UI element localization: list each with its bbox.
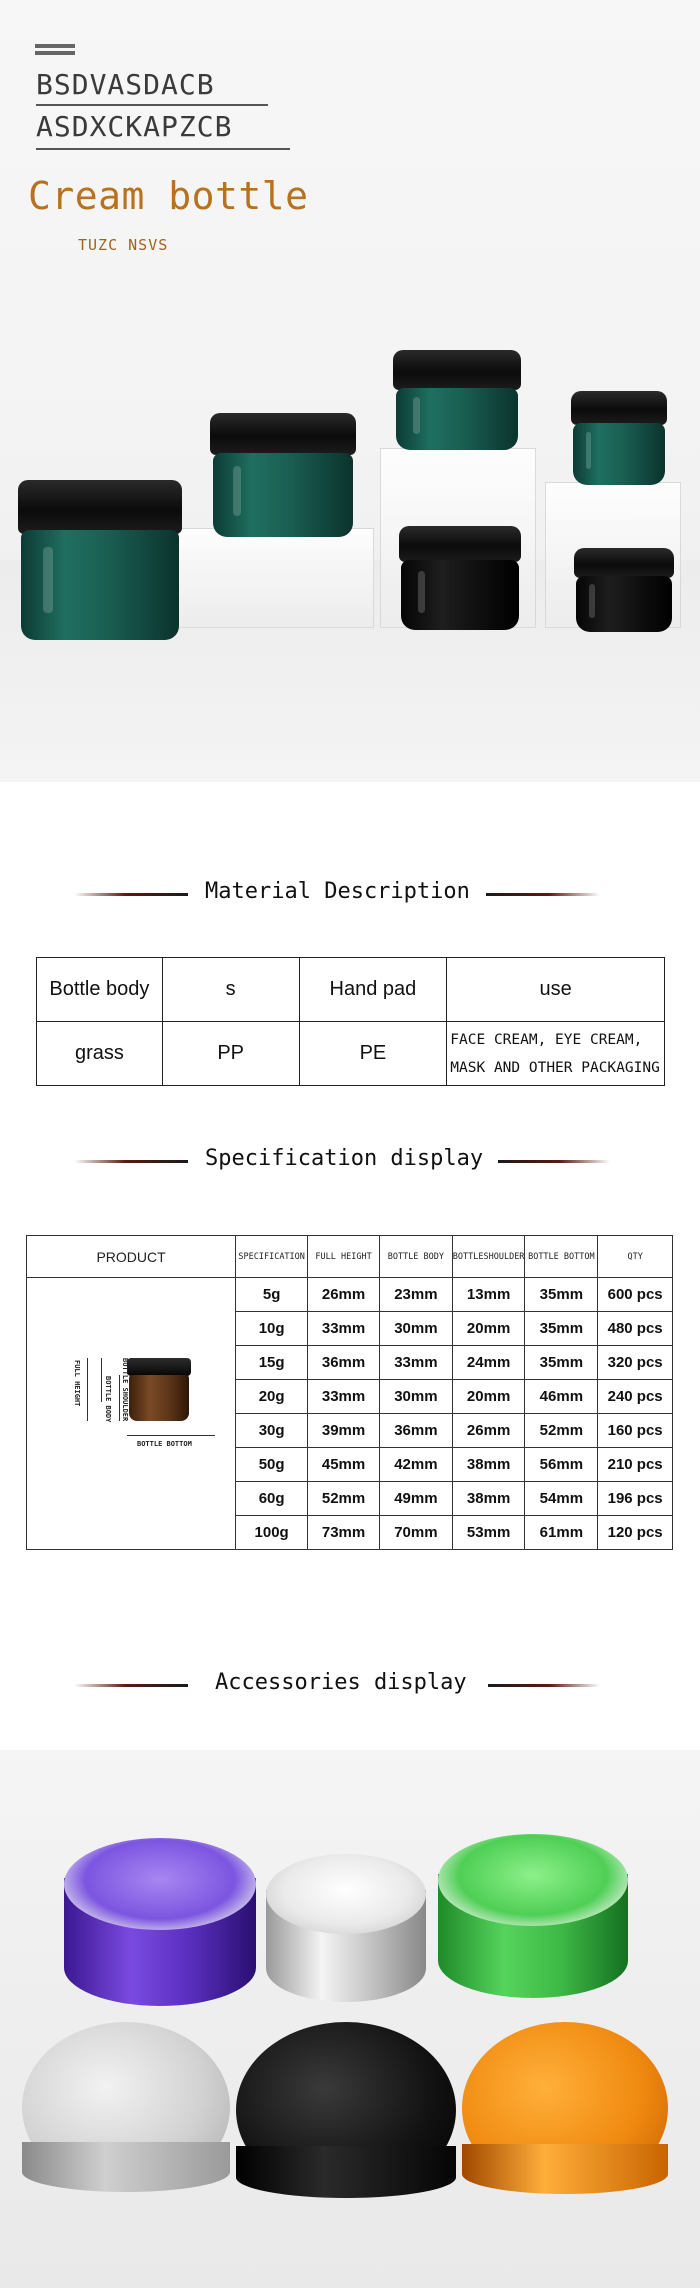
spec-cell: 38mm bbox=[452, 1482, 525, 1516]
spec-cell: 36mm bbox=[308, 1346, 380, 1380]
green-jar-large bbox=[18, 480, 182, 640]
bottle-bottom-label: BOTTLE BOTTOM bbox=[137, 1440, 192, 1448]
spec-cell: 35mm bbox=[525, 1312, 598, 1346]
spec-cell: 15g bbox=[236, 1346, 308, 1380]
use-line: MASK AND OTHER PACKAGING bbox=[450, 1059, 660, 1076]
bottle-shoulder-label: BOTTLE SHOULDER bbox=[121, 1358, 129, 1422]
product-diagram bbox=[27, 1278, 236, 1550]
heading-line bbox=[74, 1684, 188, 1687]
brand-bar bbox=[35, 44, 75, 48]
heading-line bbox=[486, 893, 600, 896]
spec-cell: 36mm bbox=[379, 1414, 452, 1448]
use-line: FACE CREAM, EYE CREAM, bbox=[450, 1031, 643, 1048]
black-jar bbox=[399, 526, 521, 630]
purple-jar bbox=[64, 1838, 256, 2006]
green-jar-small bbox=[393, 350, 521, 450]
spec-cell: 70mm bbox=[379, 1516, 452, 1550]
spec-cell: 320 pcs bbox=[598, 1346, 673, 1380]
dimension-line bbox=[127, 1435, 215, 1436]
spec-cell: 56mm bbox=[525, 1448, 598, 1482]
spec-cell: 42mm bbox=[379, 1448, 452, 1482]
table-header-row bbox=[27, 1236, 673, 1278]
dimension-line bbox=[101, 1358, 102, 1402]
spec-cell: 49mm bbox=[379, 1482, 452, 1516]
spec-cell: 160 pcs bbox=[598, 1414, 673, 1448]
table-header-cell: BOTTLE BOTTOM bbox=[525, 1236, 598, 1278]
diagram-jar-body bbox=[129, 1375, 189, 1421]
table-header-cell: Hand pad bbox=[299, 958, 447, 1022]
spec-cell: 33mm bbox=[308, 1312, 380, 1346]
table-cell: grass bbox=[37, 1022, 163, 1086]
green-jar bbox=[438, 1834, 628, 1998]
spec-cell: 45mm bbox=[308, 1448, 380, 1482]
material-table bbox=[36, 957, 665, 1086]
accessories-photo bbox=[0, 1750, 700, 2288]
table-row bbox=[27, 1278, 673, 1312]
diagram-jar-lid bbox=[127, 1358, 191, 1376]
full-height-label: FULL HEIGHT bbox=[73, 1360, 81, 1407]
brand-line-1: BSDVASDACB bbox=[36, 68, 215, 101]
brand-rule bbox=[36, 148, 290, 150]
spec-cell: 61mm bbox=[525, 1516, 598, 1550]
spec-cell: 46mm bbox=[525, 1380, 598, 1414]
green-jar-mini bbox=[571, 391, 667, 485]
orange-cap bbox=[462, 2022, 668, 2194]
product-subtitle: TUZC NSVS bbox=[78, 236, 169, 254]
table-header-cell: BOTTLE BODY bbox=[379, 1236, 452, 1278]
material-heading bbox=[0, 879, 700, 909]
silver-cap bbox=[22, 2022, 230, 2192]
spec-cell: 20g bbox=[236, 1380, 308, 1414]
accessories-heading bbox=[0, 1670, 700, 1700]
spec-cell: 33mm bbox=[308, 1380, 380, 1414]
table-row bbox=[37, 1022, 665, 1086]
black-cap bbox=[236, 2022, 456, 2198]
spec-cell: 53mm bbox=[452, 1516, 525, 1550]
hero-banner bbox=[0, 0, 700, 782]
spec-cell: 39mm bbox=[308, 1414, 380, 1448]
table-header-cell: PRODUCT bbox=[27, 1236, 236, 1278]
spec-cell: 13mm bbox=[452, 1278, 525, 1312]
dimension-line bbox=[87, 1358, 88, 1421]
bottle-body-label: BOTTLE BODY bbox=[104, 1376, 112, 1423]
spec-cell: 5g bbox=[236, 1278, 308, 1312]
spec-cell: 26mm bbox=[308, 1278, 380, 1312]
spec-cell: 10g bbox=[236, 1312, 308, 1346]
spec-cell: 35mm bbox=[525, 1346, 598, 1380]
heading-line bbox=[74, 1160, 188, 1163]
spec-cell: 600 pcs bbox=[598, 1278, 673, 1312]
spec-cell: 23mm bbox=[379, 1278, 452, 1312]
spec-cell: 210 pcs bbox=[598, 1448, 673, 1482]
brand-line-2: ASDXCKAPZCB bbox=[36, 110, 233, 143]
table-header-cell: SPECIFICATION bbox=[236, 1236, 308, 1278]
use-cell bbox=[447, 1022, 665, 1086]
heading-line bbox=[488, 1684, 600, 1687]
spec-heading bbox=[0, 1146, 700, 1176]
table-header-cell: FULL HEIGHT bbox=[308, 1236, 380, 1278]
spec-cell: 54mm bbox=[525, 1482, 598, 1516]
spec-cell: 52mm bbox=[308, 1482, 380, 1516]
spec-table bbox=[26, 1235, 673, 1550]
display-pedestal bbox=[178, 528, 374, 628]
green-jar-medium bbox=[210, 413, 356, 537]
table-header-cell: QTY bbox=[598, 1236, 673, 1278]
spec-cell: 30mm bbox=[379, 1380, 452, 1414]
spec-cell: 30mm bbox=[379, 1312, 452, 1346]
spec-cell: 196 pcs bbox=[598, 1482, 673, 1516]
spec-cell: 50g bbox=[236, 1448, 308, 1482]
spec-cell: 30g bbox=[236, 1414, 308, 1448]
black-jar-small bbox=[574, 548, 674, 632]
section-title: Specification display bbox=[205, 1146, 484, 1171]
spec-cell: 26mm bbox=[452, 1414, 525, 1448]
section-title: Accessories display bbox=[215, 1670, 467, 1695]
spec-cell: 120 pcs bbox=[598, 1516, 673, 1550]
dimension-diagram bbox=[27, 1278, 235, 1549]
spec-cell: 52mm bbox=[525, 1414, 598, 1448]
heading-line bbox=[74, 893, 188, 896]
spec-cell: 480 pcs bbox=[598, 1312, 673, 1346]
table-header-cell: BOTTLESHOULDER bbox=[452, 1236, 525, 1278]
table-cell: PP bbox=[162, 1022, 299, 1086]
brand-rule bbox=[36, 104, 268, 106]
spec-cell: 100g bbox=[236, 1516, 308, 1550]
spec-cell: 24mm bbox=[452, 1346, 525, 1380]
spec-cell: 35mm bbox=[525, 1278, 598, 1312]
brand-bar bbox=[35, 51, 75, 55]
heading-line bbox=[498, 1160, 610, 1163]
table-header-cell: s bbox=[162, 958, 299, 1022]
table-header-cell: use bbox=[447, 958, 665, 1022]
spec-cell: 73mm bbox=[308, 1516, 380, 1550]
spec-cell: 20mm bbox=[452, 1380, 525, 1414]
silver-jar bbox=[266, 1854, 426, 2002]
table-header-cell: Bottle body bbox=[37, 958, 163, 1022]
spec-cell: 38mm bbox=[452, 1448, 525, 1482]
spec-cell: 20mm bbox=[452, 1312, 525, 1346]
spec-cell: 60g bbox=[236, 1482, 308, 1516]
spec-cell: 33mm bbox=[379, 1346, 452, 1380]
spec-cell: 240 pcs bbox=[598, 1380, 673, 1414]
table-row bbox=[37, 958, 665, 1022]
product-title: Cream bottle bbox=[28, 174, 309, 218]
section-title: Material Description bbox=[205, 879, 470, 904]
dimension-line bbox=[119, 1375, 120, 1421]
table-cell: PE bbox=[299, 1022, 447, 1086]
